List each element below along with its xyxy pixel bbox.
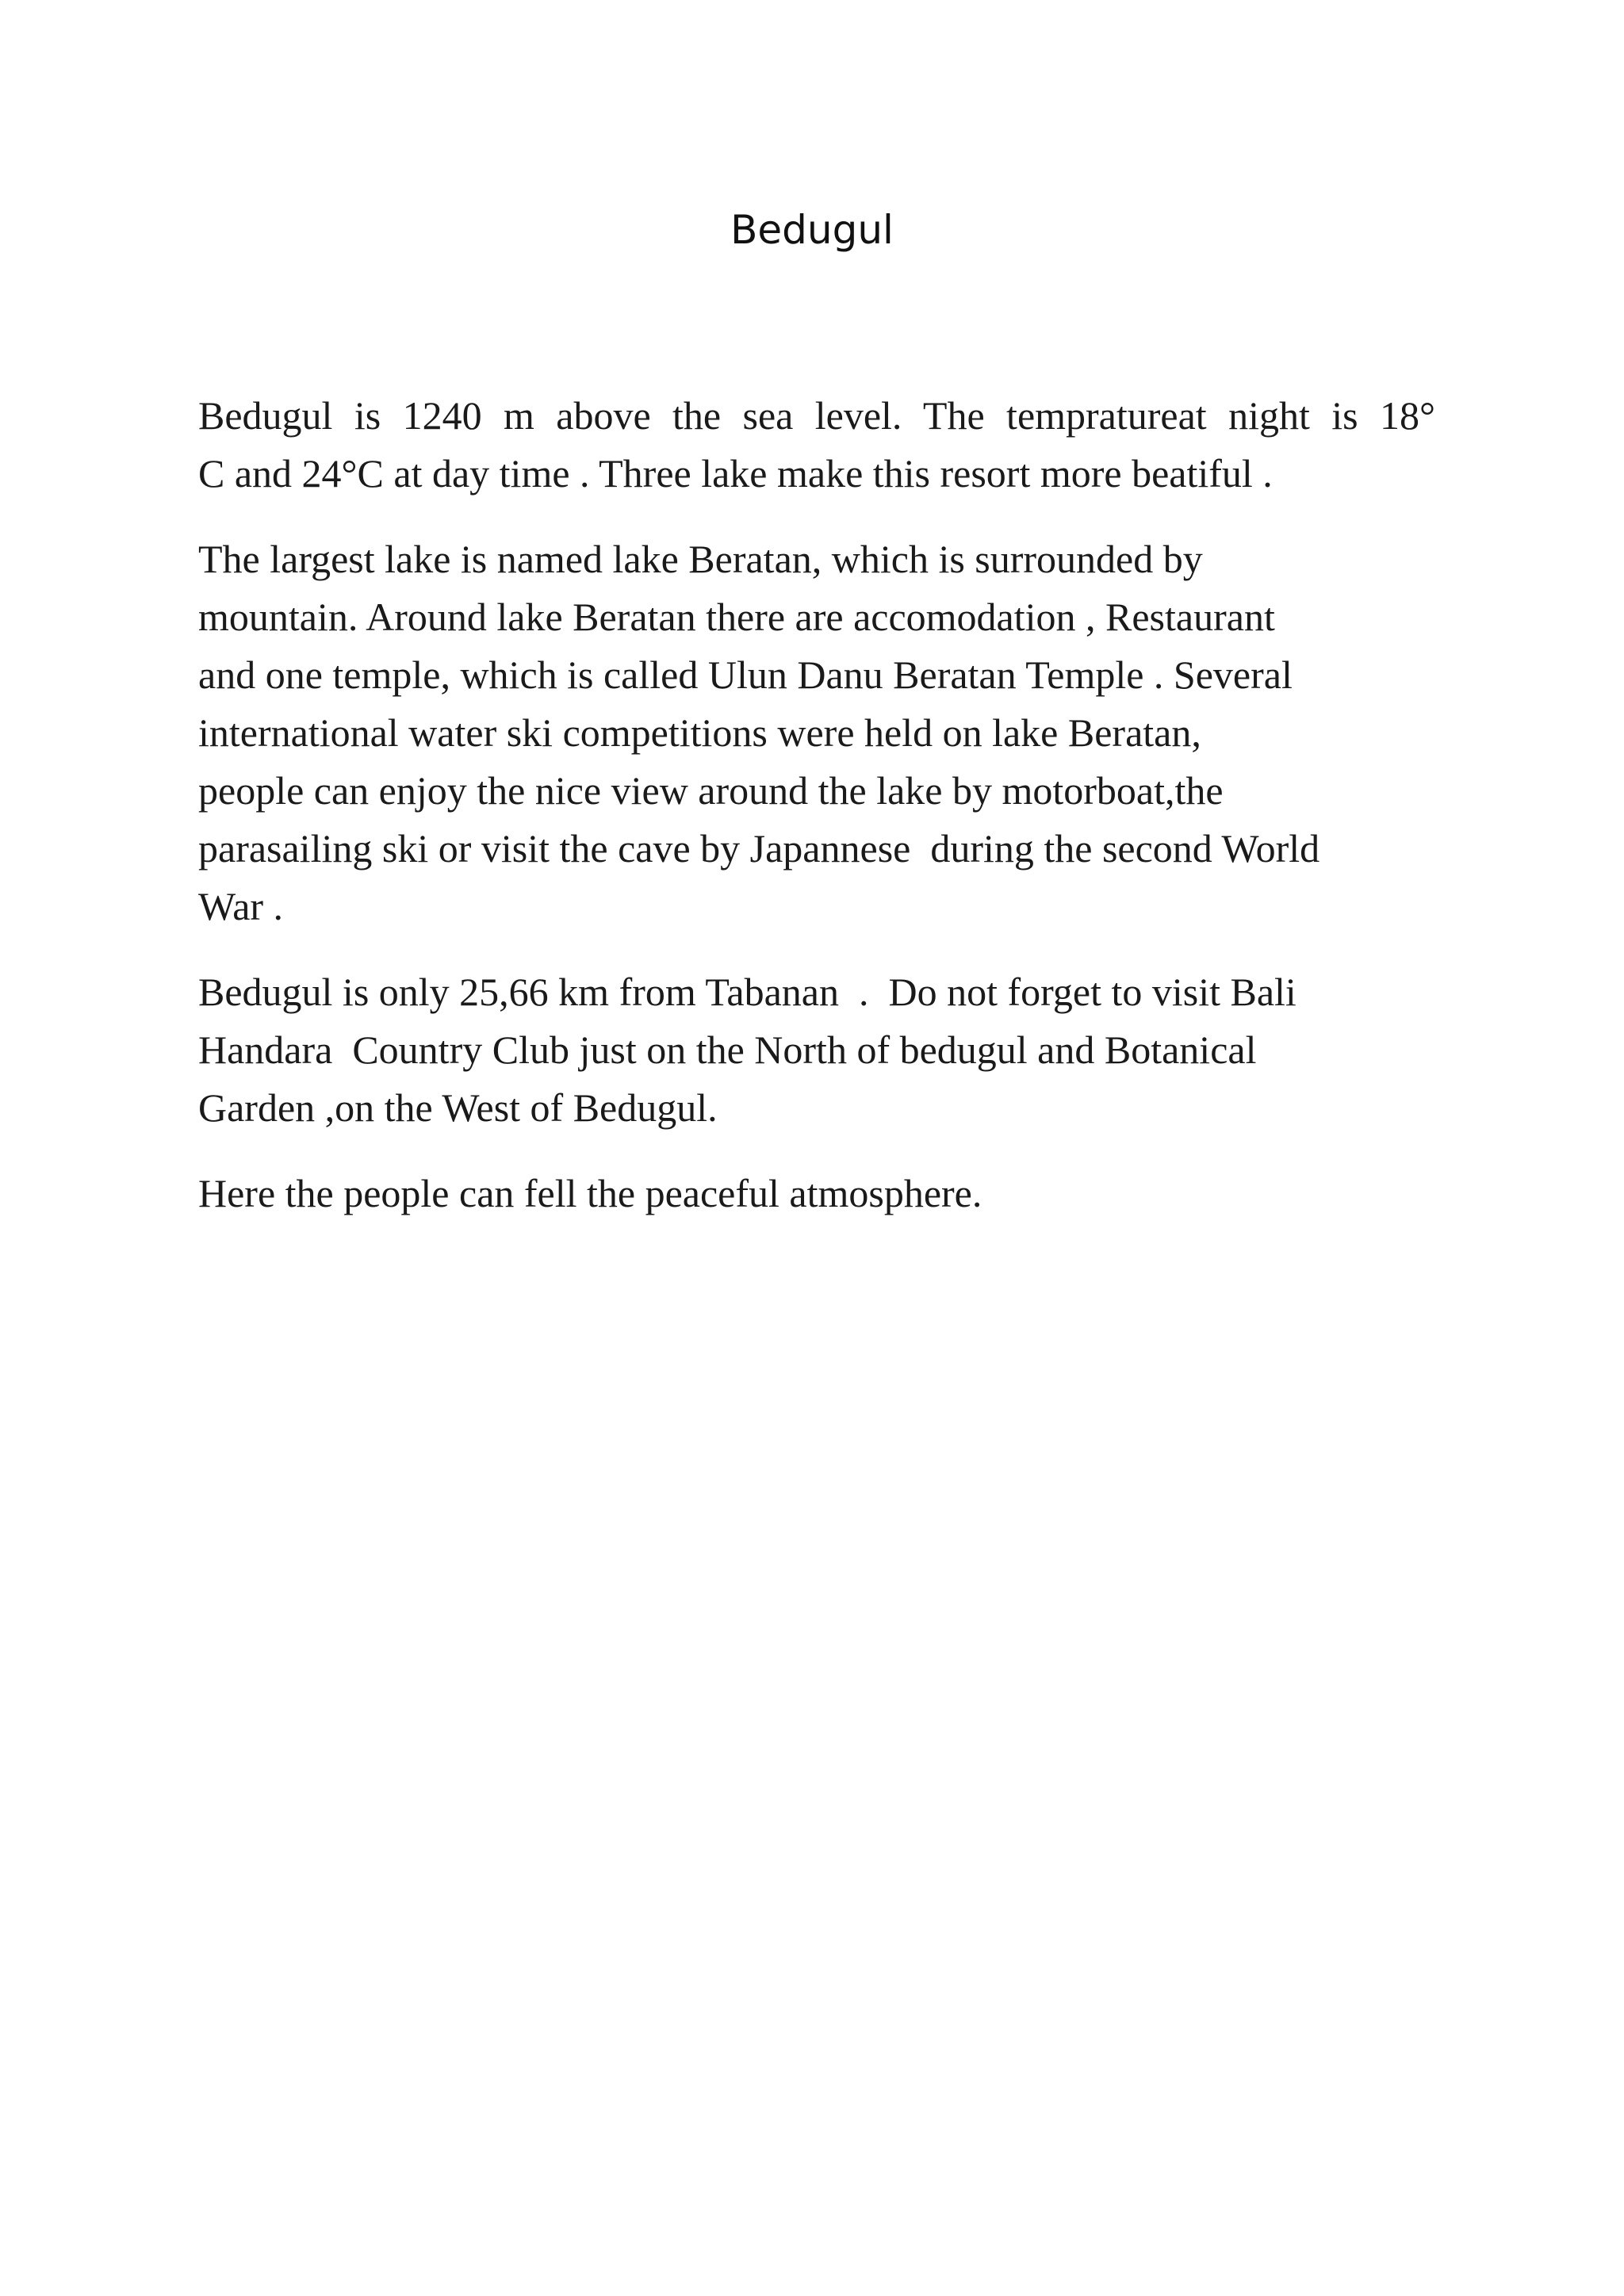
- paragraph-line: Garden ,on the West of Bedugul.: [198, 1085, 718, 1130]
- paragraph-line: Bedugul is only 25,66 km from Tabanan . Do not forget to visit Bali: [198, 970, 1297, 1014]
- paragraph-line: international water ski competitions were held on lake Beratan,: [198, 710, 1201, 755]
- paragraph-line: War .: [198, 884, 284, 928]
- paragraph-line: mountain. Around lake Beratan there are accomodation , Restaurant: [198, 595, 1275, 639]
- paragraph-line: Bedugul is 1240 m above the sea level. The tempratureat night is 18°: [198, 393, 1435, 438]
- paragraph-line: parasailing ski or visit the cave by Japannese during the second World: [198, 826, 1320, 871]
- paragraph-line: people can enjoy the nice view around the lake by motorboat,the: [198, 768, 1224, 813]
- paragraph-line: and one temple, which is called Ulun Danu Beratan Temple . Several: [198, 652, 1293, 697]
- paragraph-line: Handara Country Club just on the North of bedugul and Botanical: [198, 1027, 1257, 1072]
- paragraph-line: C and 24°C at day time . Three lake make this resort more beatiful .: [198, 451, 1273, 496]
- paragraph-distance: [198, 963, 1435, 1137]
- document-body: [198, 387, 1435, 1250]
- paragraph-line: The largest lake is named lake Beratan, which is surrounded by: [198, 537, 1203, 581]
- paragraph-lake-beratan: [198, 530, 1435, 936]
- document-title: Bedugul: [730, 207, 894, 253]
- paragraph-altitude: [198, 387, 1435, 503]
- paragraph-atmosphere: [198, 1165, 1435, 1223]
- paragraph-line: Here the people can fell the peaceful atmosphere.: [198, 1171, 982, 1215]
